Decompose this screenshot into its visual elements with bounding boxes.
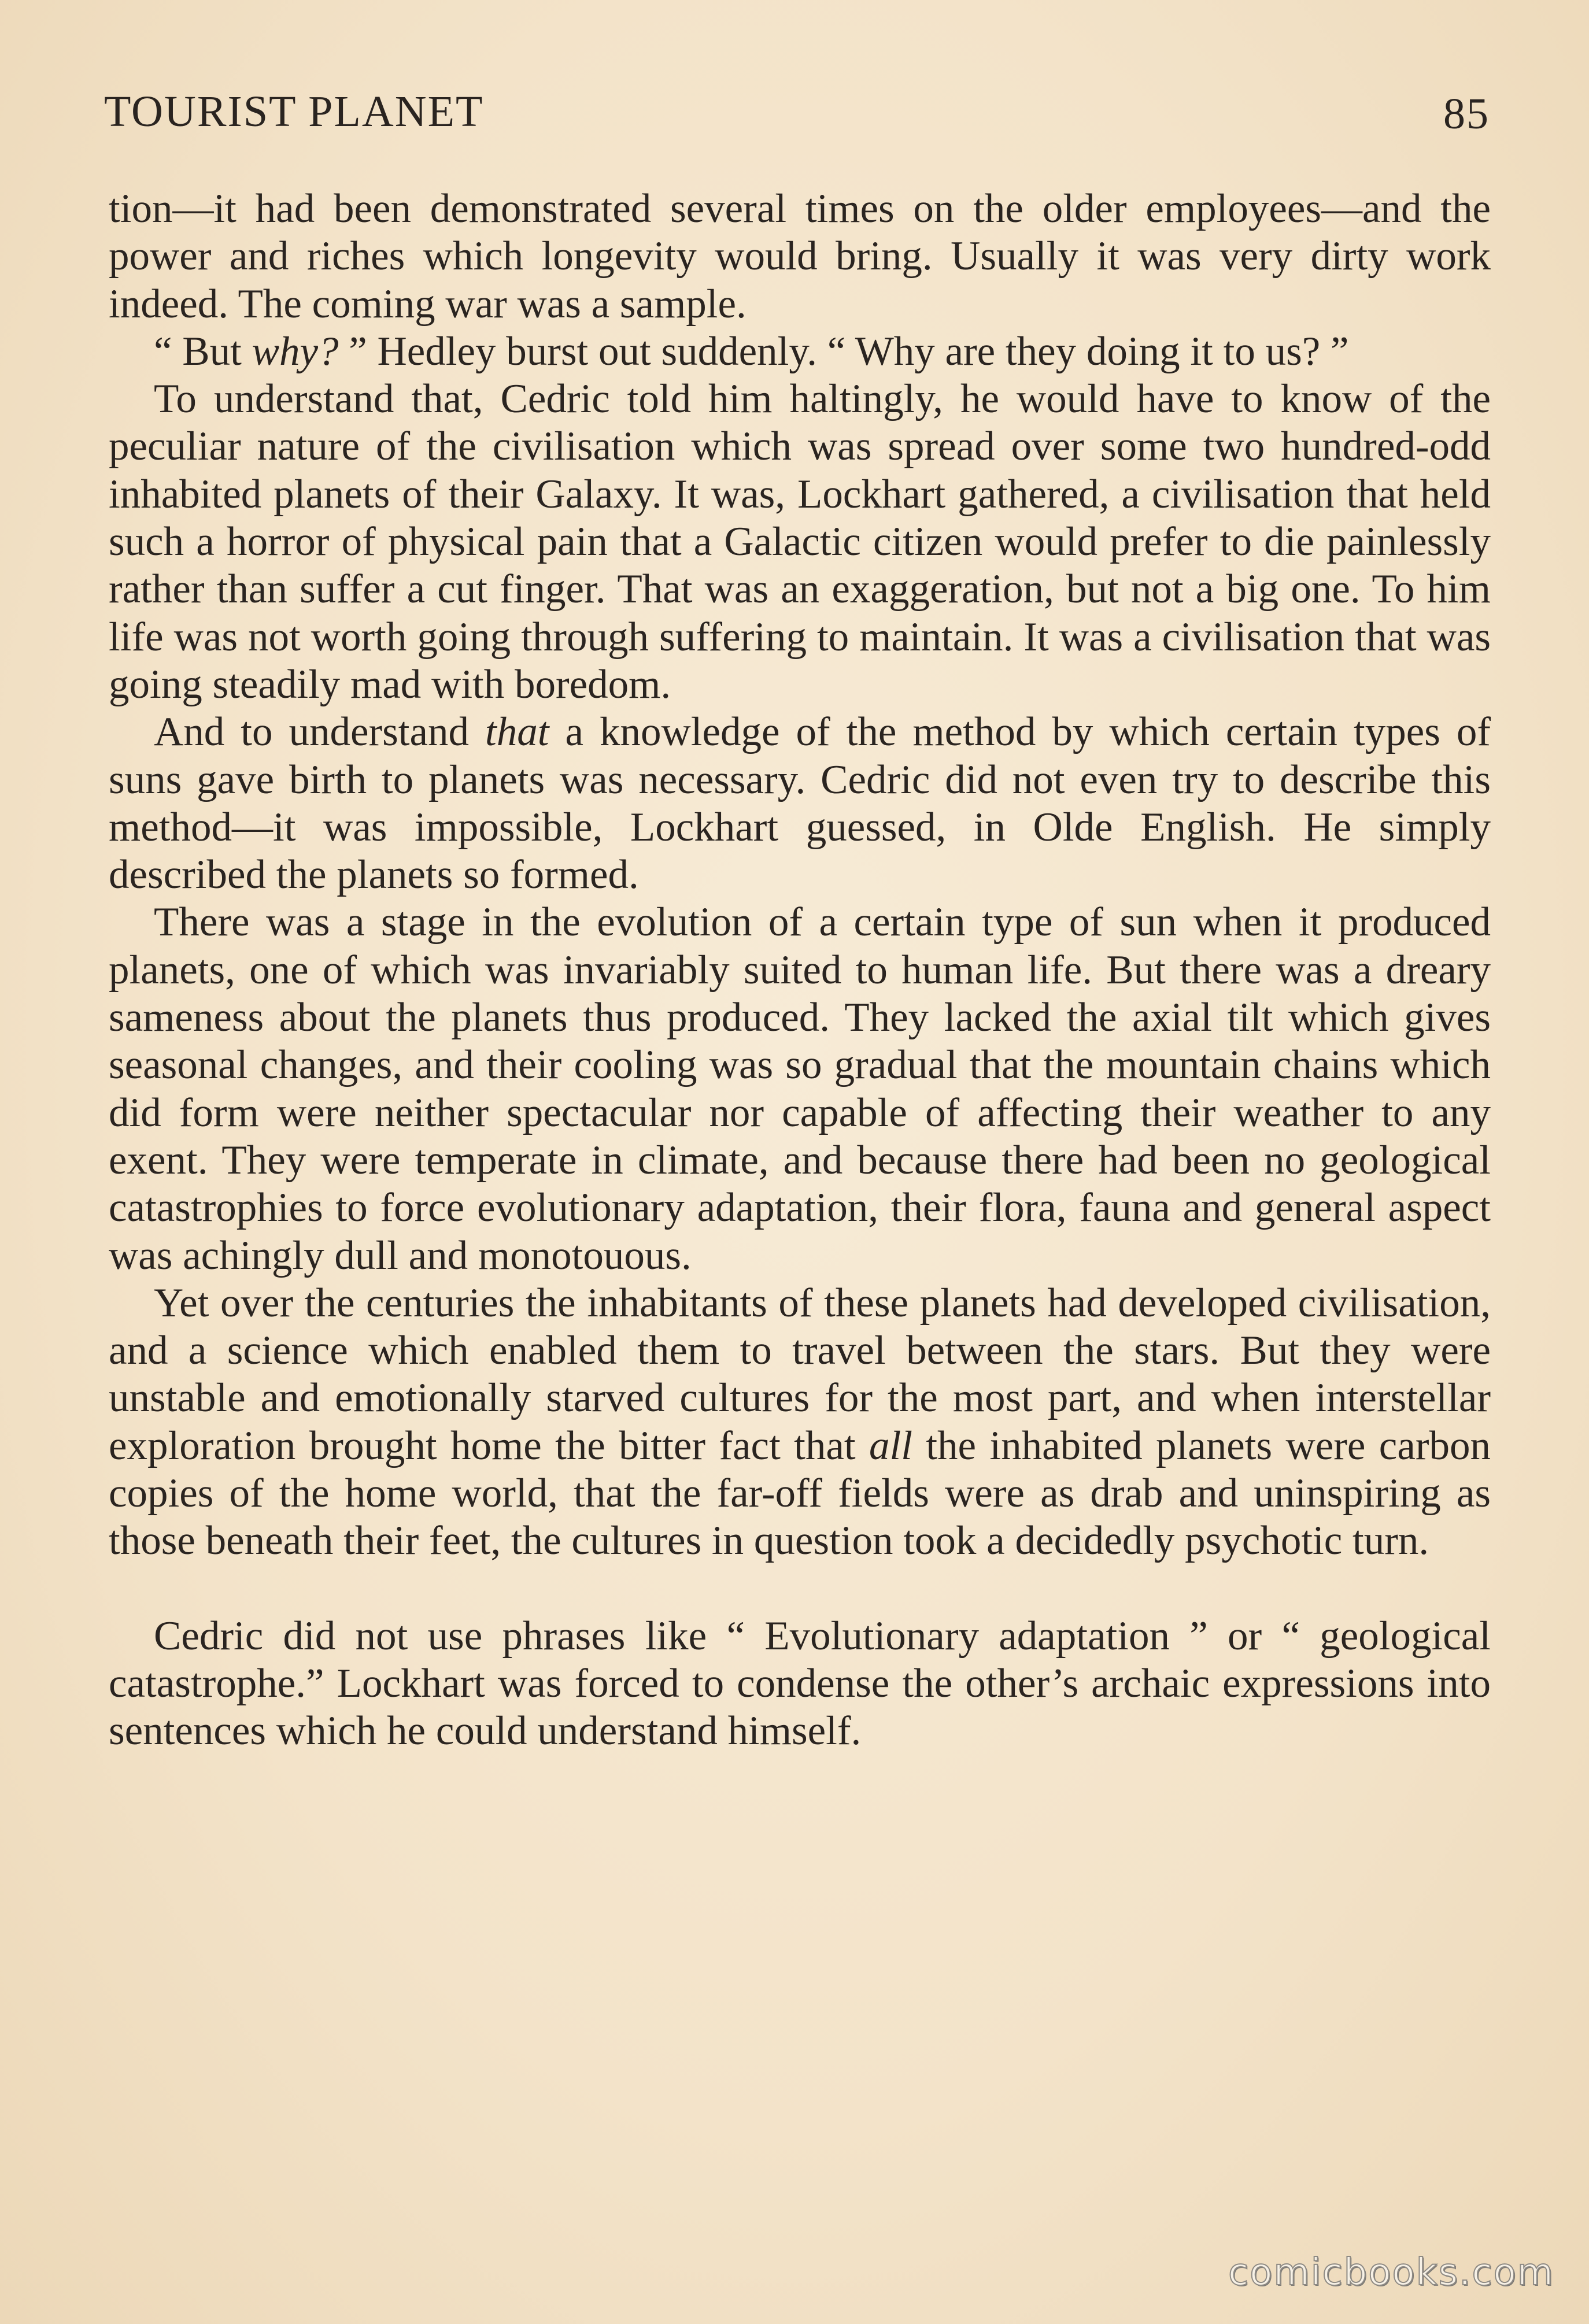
- italic-segment: all: [869, 1423, 912, 1468]
- text-segment: a knowledge of the method by which certain types of suns gave birth to planets was necessary. Cedric did not even try to describe this method—it was impossible, Lockhart guessed, in Olde English. He simply described the planets so formed.: [109, 709, 1491, 898]
- running-title: TOURIST PLANET: [104, 87, 484, 136]
- paragraph-5: [109, 898, 1491, 1279]
- paragraph-7: [109, 1612, 1491, 1755]
- text-segment: Yet over the centuries the inhabitants of these planets had developed civilisation, and a science which enabled them to travel between the stars. But they were unstable and emotionally starved cultures for the most part, and when interstellar exploration brought home the bitter fact that: [109, 1280, 1491, 1468]
- paragraph-6: [109, 1279, 1491, 1565]
- page-number: 85: [1443, 90, 1490, 138]
- italic-segment: that: [485, 709, 549, 755]
- paragraph-2: [109, 328, 1491, 375]
- text-segment: ” Hedley burst out suddenly. “ Why are they doing it to us? ”: [338, 328, 1349, 374]
- text-segment: Cedric did not use phrases like “ Evolutionary adaptation ” or “ geological catastrophe.” Lockhart was forced to condense the other’s archaic expressions into sentences which he could understand himself.: [109, 1613, 1491, 1754]
- body-text: [109, 185, 1491, 1755]
- text-segment: “ But: [154, 328, 252, 374]
- page-header: [104, 87, 1490, 150]
- text-segment: There was a stage in the evolution of a certain type of sun when it produced planets, one of which was invariably suited to human life. But there was a dreary sameness about the planets thus produced. They lacked the axial tilt which gives seasonal changes, and their cooling was so gradual that the mountain chains which did form were neither spectacular nor capable of affecting their weather to any exent. They were temperate in climate, and because there had been no geological catastrophies to force evolutionary adaptation, their flora, fauna and general aspect was achingly dull and monotouous.: [109, 900, 1491, 1278]
- text-segment: And to understand: [154, 709, 486, 755]
- text-segment: tion—it had been demonstrated several times on the older employees—and the power and riches which longevity would bring. Usually it was very dirty work indeed. The coming war was a sample.: [109, 186, 1491, 327]
- watermark: comicbooks.com: [1228, 2251, 1554, 2294]
- text-segment: To understand that, Cedric told him haltingly, he would have to know of the peculiar nature of the civilisation which was spread over some two hundred-odd inhabited planets of their Galaxy. It was, Lockhart gathered, a civilisation that held such a horror of physical pain that a Galactic citizen would prefer to die painlessly rather than suffer a cut finger. That was an exaggeration, but not a big one. To him life was not worth going through suffering to maintain. It was a civilisation that was going steadily mad with boredom.: [109, 376, 1491, 707]
- text-segment: the inhabited planets were carbon copies of the home world, that the far-off fields were as drab and uninspiring as those beneath their feet, the cultures in question took a decidedly psychotic turn.: [109, 1423, 1491, 1564]
- paragraph-1: [109, 185, 1491, 328]
- italic-segment: why?: [252, 328, 339, 374]
- paragraph-3: [109, 375, 1491, 708]
- paragraph-4: [109, 708, 1491, 898]
